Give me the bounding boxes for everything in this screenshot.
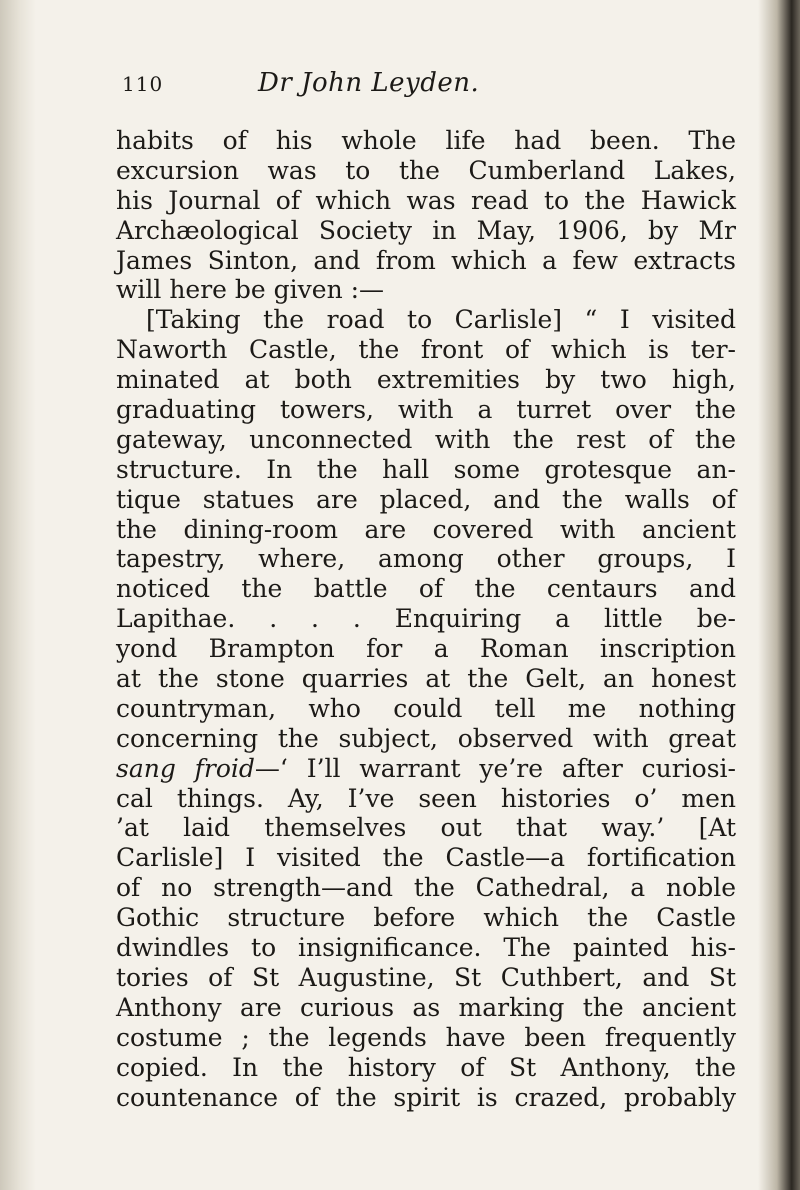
text-line xyxy=(116,694,736,724)
text-line xyxy=(116,275,736,305)
text-line-content: cal things. Ay, I’ve seen histories o’ men xyxy=(116,783,736,813)
text-line-content: countryman, who could tell me nothing xyxy=(116,693,736,723)
running-title: Dr John Leyden. xyxy=(258,68,480,98)
page-number: 110 xyxy=(122,72,164,96)
text-line-content: James Sinton, and from which a few extracts xyxy=(116,245,736,275)
text-line xyxy=(116,365,736,395)
text-line xyxy=(116,395,736,425)
text-line xyxy=(116,1083,736,1113)
text-line-content: excursion was to the Cumberland Lakes, xyxy=(116,155,736,185)
text-line-content: Gothic structure before which the Castle xyxy=(116,903,736,933)
text-line-content: —‘ I’ll warrant ye’re after curiosi- xyxy=(254,753,736,783)
text-line-content: at the stone quarries at the Gelt, an honest xyxy=(116,664,736,694)
text-line xyxy=(116,843,736,873)
text-line-content: Archæological Society in May, 1906, by Mr xyxy=(116,215,736,245)
text-line xyxy=(116,126,736,156)
italic-phrase: sang froid xyxy=(116,753,255,783)
text-line xyxy=(116,485,736,515)
text-line xyxy=(116,305,736,335)
text-line-content: Lapithae. . . . Enquiring a little be- xyxy=(116,604,736,634)
text-line xyxy=(116,754,736,784)
text-line-content: concerning the subject, observed with great xyxy=(116,723,736,753)
text-line xyxy=(116,1053,736,1083)
text-line-content: tories of St Augustine, St Cuthbert, and St xyxy=(116,962,736,992)
text-line-content: Anthony are curious as marking the ancient xyxy=(116,992,736,1022)
text-line-content: gateway, unconnected with the rest of the xyxy=(116,424,736,454)
text-line-content: costume ; the legends have been frequently xyxy=(116,1022,736,1052)
text-line xyxy=(116,156,736,186)
text-line-content: copied. In the history of St Anthony, the xyxy=(116,1052,736,1082)
text-line-content: habits of his whole life had been. The xyxy=(116,126,736,155)
page-gutter-shadow-right xyxy=(758,0,800,1190)
text-line xyxy=(116,634,736,664)
text-line xyxy=(116,216,736,246)
text-line-content: his Journal of which was read to the Hawick xyxy=(116,185,736,215)
page-shadow-left xyxy=(0,0,36,1190)
text-line xyxy=(116,574,736,604)
text-line xyxy=(116,724,736,754)
text-line-content: tique statues are placed, and the walls of xyxy=(116,484,736,514)
text-line-content: [Taking the road to Carlisle] “ I visited xyxy=(146,305,736,335)
text-line xyxy=(116,813,736,843)
body-text xyxy=(116,126,736,1112)
text-line-content: Carlisle] I visited the Castle—a fortification xyxy=(116,843,736,873)
text-line-content: tapestry, where, among other groups, I xyxy=(116,544,736,574)
text-line-content: graduating towers, with a turret over the xyxy=(116,395,736,425)
text-line xyxy=(116,186,736,216)
text-line xyxy=(116,873,736,903)
text-line xyxy=(116,515,736,545)
text-line-content: of no strength—and the Cathedral, a noble xyxy=(116,873,736,903)
text-line xyxy=(116,246,736,276)
text-line-content: noticed the battle of the centaurs and xyxy=(116,574,736,604)
text-line xyxy=(116,544,736,574)
text-line xyxy=(116,1023,736,1053)
text-line-content: yond Brampton for a Roman inscription xyxy=(116,634,736,664)
text-line-content: ’at laid themselves out that way.’ [At xyxy=(116,813,736,843)
text-line-content: Naworth Castle, the front of which is ter- xyxy=(116,335,736,365)
text-line xyxy=(116,425,736,455)
text-line-content: minated at both extremities by two high, xyxy=(116,365,736,395)
text-line-content: dwindles to insignificance. The painted his- xyxy=(116,933,736,963)
text-line xyxy=(116,455,736,485)
text-line xyxy=(116,335,736,365)
text-line-content: countenance of the spirit is crazed, probably xyxy=(116,1082,736,1112)
text-line-content: the dining-room are covered with ancient xyxy=(116,514,736,544)
text-line xyxy=(116,933,736,963)
text-line xyxy=(116,993,736,1023)
text-line xyxy=(116,604,736,634)
text-line xyxy=(116,664,736,694)
text-line-content: structure. In the hall some grotesque an- xyxy=(116,454,736,484)
text-line xyxy=(116,784,736,814)
text-line xyxy=(116,963,736,993)
text-line-content: will here be given :— xyxy=(116,275,385,305)
page-header xyxy=(122,68,722,112)
text-line xyxy=(116,903,736,933)
